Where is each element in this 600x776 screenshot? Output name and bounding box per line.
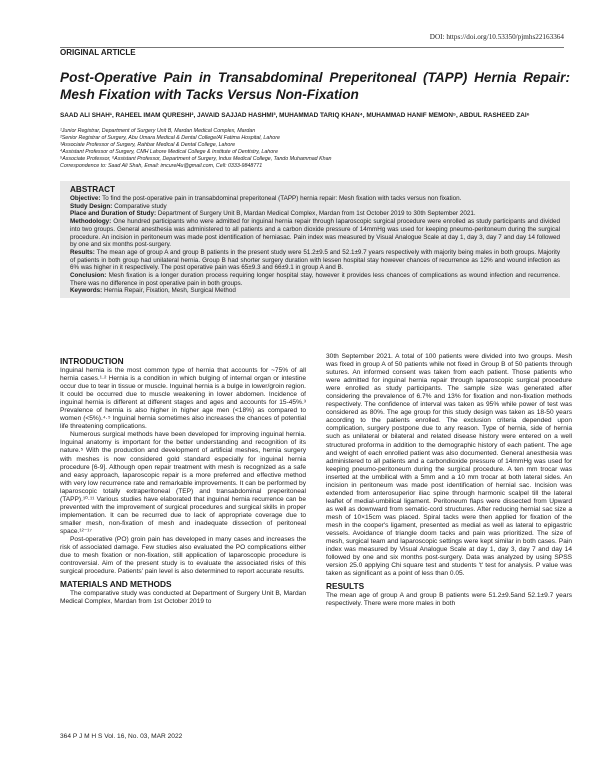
intro-paragraph-1: Inguinal hernia is the most common type of hernia that accounts for ~75% of all hernia cases.¹·² Hernia is a condition in which bulging of internal organ or intestine occur due to tear in tissue or muscle. Inguinal hernia is a bulge in lower/groin region. It could be occurred due to muscle weakening in lower abdomen. Incidence of inguinal hernia is different at different stages and ages and accounts for 15-45%.³ Prevalence of hernia is also higher in higher age men (<18%) as compared to women (<5%).⁴·⁵ Inguinal hernia sometimes also increases the chances of potential life threatening complications. (60, 367, 306, 431)
correspondence: Correspondence to: Saad Ali Shah, Email: imcurel4u@gmail.com, Cell: 0333-9848771 (60, 162, 263, 169)
methods-heading: MATERIALS AND METHODS (60, 579, 172, 590)
affiliation-2: ²Senior Registrar of Surgery, Abu Umara Medical & Dental College/Al Fatima Hospital, Lahore (60, 134, 280, 141)
abstract-design (70, 203, 560, 211)
article-type-label: ORIGINAL ARTICLE (60, 48, 136, 57)
place-label: Place and Duration of Study: (70, 210, 157, 218)
results-paragraph-1: The mean age of group A and group B patients were 51.2±9.5and 52.1±9.7 years respectively. There were more males in both (326, 592, 572, 608)
abstract-heading: ABSTRACT (70, 185, 116, 194)
article-title: Post-Operative Pain in Transabdominal Preperitoneal (TAPP) Hernia Repair: Mesh Fixation with Tacks Versus Non-Fixation (60, 70, 570, 102)
abstract-results (70, 249, 560, 272)
results-label: Results: (70, 248, 95, 256)
affiliation-1: ¹Junior Registrar, Department of Surgery Unit B, Mardan Medical Complex, Mardan (60, 128, 256, 134)
objective-text: To find the post-operative pain in transabdominal preperitoneal (TAPP) hernia repair: Mesh fixation with tacks versus non fixation. (102, 195, 462, 202)
affiliation-3: ³Associate Professor of Surgery, Rahbar Medical & Dental College, Lahore (60, 141, 236, 148)
objective-label: Objective: (70, 195, 101, 202)
place-text: Department of Surgery Unit B, Mardan Medical Complex, Mardan from 1st October 2019 to 30th September 2021. (157, 210, 476, 218)
affiliation-5: ⁵Associate Professor, ⁶Assistant Professor, Department of Surgery, Indus Medical College, Tando Muhammad Khan (60, 155, 332, 162)
results-heading: RESULTS (326, 581, 365, 592)
page-footer: 364 P J M H S Vol. 16, No. 03, MAR 2022 (60, 733, 183, 740)
intro-paragraph-2: Numerous surgical methods have been developed for improving inguinal hernia. Inguinal anatomy is important for the better understanding and recognition of its nature.⁵ With the production and development of artificial meshes, hernia surgery with meshes is now considered gold standard especially for inguinal hernia procedure [6-9]. Although open repair treatment with mesh is recognized as a safe and easy approach, laparoscopic repair is a more preferred and effective method with very low recurrence rate and remarkable improvements. It can be performed by laparoscopic totally extraperitoneal (TEP) and transabdominal preperitoneal (TAPP).¹⁰·¹¹ Various studies have elaborated that inguinal hernia recurrence can be prevented with the improvement of surgical procedures and surgical skills in proper implementation. It can be recurred due to lack of appropriate coverage due to smaller mesh, non-fixation of mesh and inadequate dissection of peritoneal space.¹²⁻¹⁷ (60, 431, 306, 535)
doi-link[interactable]: DOI: https://doi.org/10.53350/pjmhs22163364 (429, 33, 564, 41)
abstract-place (70, 210, 560, 218)
affiliations (60, 128, 570, 169)
keywords-label: Keywords: (70, 287, 103, 295)
body-column-left (60, 353, 306, 606)
author-list: SAAD ALI SHAH¹, RAHEEL IMAM QURESHI², JAVAID SAJJAD HASHMI³, MUHAMMAD TARIQ KHAN⁴, MUHAMMAD HANIF MEMON⁵, ABDUL RASHEED ZAI⁶ (60, 112, 530, 119)
methodology-text: One hundred participants who were admitted for inguinal hernia repair through laparoscopic surgical procedure were enrolled as study participants and divided into two groups. General anesthesia was administered to all patients and a carbon dioxide pressure of 14mmHg was used for keeping pneumo-peritoneum during the surgical procedure. An incision in peritoneum was made post identification of herniasac. Pain index was measured by Visual Analogue Scale at day 1, day 3, day 7 and day 14 followed by one and six months post-surgery. (70, 218, 560, 249)
introduction-heading: INTRODUCTION (60, 356, 124, 366)
intro-paragraph-3: Post-operative (PO) groin pain has developed in many cases and increases the risk of associated damage. Few studies also evaluated the PO complications either due to mesh fixation or non-fixation, still application of laparoscopic procedure is controversial. Aim of the present study is to evaluate the associated risks of this surgical procedure. Patients' pain level is also determined to report accurate results. (60, 535, 306, 576)
abstract-box (60, 181, 570, 298)
conclusion-label: Conclusion: (70, 272, 107, 280)
conclusion-text: Mesh fixation is a longer duration process requiring longer hospital stay, however it provides less chances of complications as wound infection and recurrence. There was no difference in post operative pain in both groups. (70, 272, 560, 287)
keywords-text: Hernia Repair, Fixation, Mesh, Surgical Method (103, 287, 236, 295)
methodology-label: Methodology: (70, 218, 112, 226)
design-text: Comparative study (114, 202, 167, 210)
abstract-conclusion (70, 272, 560, 287)
abstract-methodology (70, 218, 560, 249)
design-label: Study Design: (70, 202, 113, 210)
affiliation-4: ⁴Assistant Professor of Surgery, CMH Lahore Medical College & Institute of Dentistry, Lahore (60, 148, 278, 155)
methods-paragraph-start: The comparative study was conducted at Department of Surgery Unit B, Mardan Medical Complex, Mardan from 1st October 2019 to (60, 590, 306, 606)
abstract-keywords (70, 287, 560, 295)
body-column-right (326, 353, 572, 608)
results-text: The mean age of group A and group B patients in the present study were 51.2±9.5 and 52.1±9.7 years respectively with majority being males in both groups. Majority of patients in both group had unilateral hernia. Group B had shorter surgery duration with lessen hospital stay however chances of recurrence as 12% and wound infection as 6% was higher in it respectively. The post operative pain was 65±9.3 and 66±9.1 in group A and B. (70, 248, 560, 272)
methods-paragraph-continued: 30th September 2021. A total of 100 patients were divided into two groups. Mesh was fixed in group A of 50 patients while not fixed in Group B of 50 patients through sutures. An informed consent was taken from each patient. Those patients who were admitted for inguinal hernia repair through laparoscopic surgical procedure were enrolled as study participants. The sample size was generated after considering the prevalence of 6.7% and 13% for fixation and non-fixation methods respectively. The confidence of interval was taken as 95% while power of test was considered as 80%. The age group for this study design was taken as 18-50 years according to the patients enrolled. The exclusion criteria depended upon complication, surgery postpone due to any reason. Type of hernia, side of hernia such as unilateral or bilateral and related disease history were entered on a well structured proforma in addition to the demographic history of each patient. The age and weight of each enrolled patient was also documented. General anesthesia was administered to all patients and a carbondioxide pressure of 14mmHg was used for keeping pneumo-peritoneum during the surgical procedure. A ten mm trocar was inserted at the umbilical with a 5mm and a 10 mm trocar at both lateral sides. An incision in peritoneum was made post identification of hernial sac. Incision was extended from anterosuperior iliac spine through harmonic scalpel till the lateral leaflet of medial-umbilical ligament. Peritoneum flaps were dissected from Upward as well as downward from sematic-cord structures. After reducing hernial sac size a mesh of 10×15cm was placed. Spiral tacks were then applied for fixation of the mesh in the cooper's ligament, presented as medial as well as lateral to epigastric vessels. Avoidance of triangle doom tacks and pain was prioritized. The size of mesh, surgical team and laparoscopic settings were kept similar in both cases. Pain index was measured by Visual Analogue Scale at day 1, day 3, day 7 and day 14 followed by one and six months post-surgery. Data was analyzed by using SPSS version 25.0 applying Chi square test and students 't' test for analysis. P value was taken as significant as a point of less than 0.05. (326, 353, 572, 578)
abstract-objective (70, 195, 560, 203)
